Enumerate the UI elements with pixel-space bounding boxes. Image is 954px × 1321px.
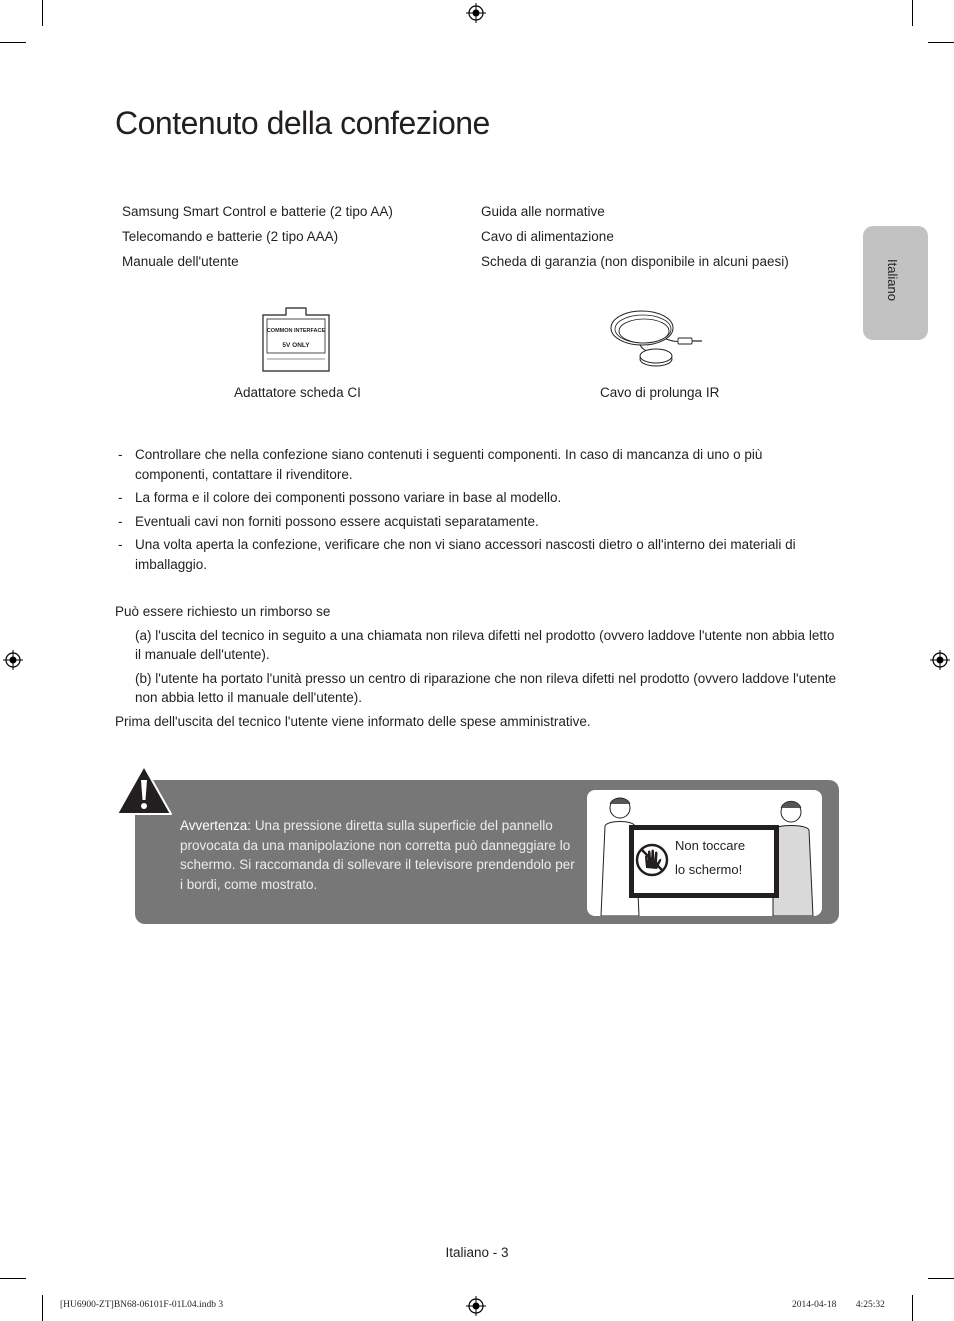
print-slug-right: 2014-04-18 ￿￿ 4:25:32 [792, 1300, 885, 1310]
ir-cable-image [608, 305, 704, 375]
note-text: Eventuali cavi non forniti possono essere acquistati separatamente. [135, 513, 539, 529]
contents-item: Manuale dell'utente [122, 254, 239, 269]
list-marker: - [118, 537, 123, 552]
crop-mark [42, 0, 43, 26]
illustration-text-1: Non toccare [675, 838, 746, 853]
note-text: La forma e il colore dei componenti possono variare in base al modello. [135, 490, 562, 505]
warning-separator: : [247, 818, 255, 833]
contents-item: Cavo di alimentazione [481, 229, 614, 244]
crop-mark [42, 1295, 43, 1321]
contents-item: Samsung Smart Control e batterie (2 tipo AA) [122, 204, 393, 219]
registration-mark-icon [466, 1296, 486, 1316]
handling-illustration [587, 790, 822, 916]
registration-mark-icon [930, 650, 950, 670]
page-number: Italiano - 3 [445, 1245, 509, 1260]
warning-label: Avvertenza [180, 818, 248, 833]
list-item [115, 535, 835, 574]
page-title: Contenuto della confezione [115, 105, 490, 141]
refund-item-a: (a) l'uscita del tecnico in seguito a una chiamata non rileva difetti nel prodotto (ovvero laddove l'utente non abbia letto il manuale dell'utente). [135, 627, 835, 662]
refund-item-b: (b) l'utente ha portato l'unità presso un centro di riparazione che non rileva difetti nel prodotto (ovvero laddove l'utente non abbia letto il manuale dell'utente). [135, 670, 837, 705]
list-item [115, 488, 835, 508]
people-holding-tv-image [587, 790, 822, 916]
contents-item: Scheda di garanzia (non disponibile in alcuni paesi) [481, 254, 789, 269]
print-slug-left: [HU6900-ZT]BN68-06101F-01L04.indb 3 [60, 1300, 224, 1310]
no-touch-hand-icon [635, 843, 669, 877]
refund-intro: Può essere richiesto un rimborso se [115, 604, 331, 619]
warning-text [180, 816, 575, 894]
note-text: Una volta aperta la confezione, verificare che non vi siano accessori nascosti dietro o all'interno dei materiali di imballaggio. [135, 537, 796, 572]
list-marker: - [118, 513, 123, 529]
list-item [115, 445, 835, 484]
ci-adapter-image [258, 305, 334, 375]
illustration-text-2: lo schermo! [675, 862, 743, 877]
ci-adapter-label-1: COMMON INTERFACE [266, 328, 326, 334]
warning-body: Una pressione diretta sulla superficie del pannello provocata da una manipolazione non corretta può danneggiare lo schermo. Si raccomanda di sollevare il televisore prendendolo per i bordi, come mostrato. [180, 818, 575, 892]
crop-mark [0, 42, 26, 43]
crop-mark [912, 1295, 913, 1321]
note-text: Controllare che nella confezione siano contenuti i seguenti componenti. In caso di mancanza di uno o più componenti, contattare il rivenditore. [135, 447, 763, 482]
side-tab-label: Italiano [885, 259, 900, 301]
crop-mark [912, 0, 913, 26]
refund-section [115, 602, 840, 735]
ir-cable-caption: Cavo di prolunga IR [600, 385, 720, 400]
crop-mark [0, 1278, 26, 1279]
list-item [115, 512, 835, 532]
crop-mark [928, 42, 954, 43]
language-side-tab [863, 226, 928, 340]
notes-list [115, 445, 835, 578]
refund-closing: Prima dell'uscita del tecnico l'utente viene informato delle spese amministrative. [115, 713, 591, 729]
crop-mark [928, 1278, 954, 1279]
list-marker: - [118, 490, 123, 505]
registration-mark-icon [466, 3, 486, 23]
contents-item: Telecomando e batterie (2 tipo AAA) [122, 229, 339, 244]
ci-adapter-caption: Adattatore scheda CI [234, 385, 361, 400]
list-marker: - [118, 447, 123, 462]
warning-triangle-icon [115, 764, 173, 816]
ci-adapter-label-2: 5V ONLY [282, 342, 310, 349]
registration-mark-icon [3, 650, 23, 670]
contents-item: Guida alle normative [481, 204, 605, 219]
